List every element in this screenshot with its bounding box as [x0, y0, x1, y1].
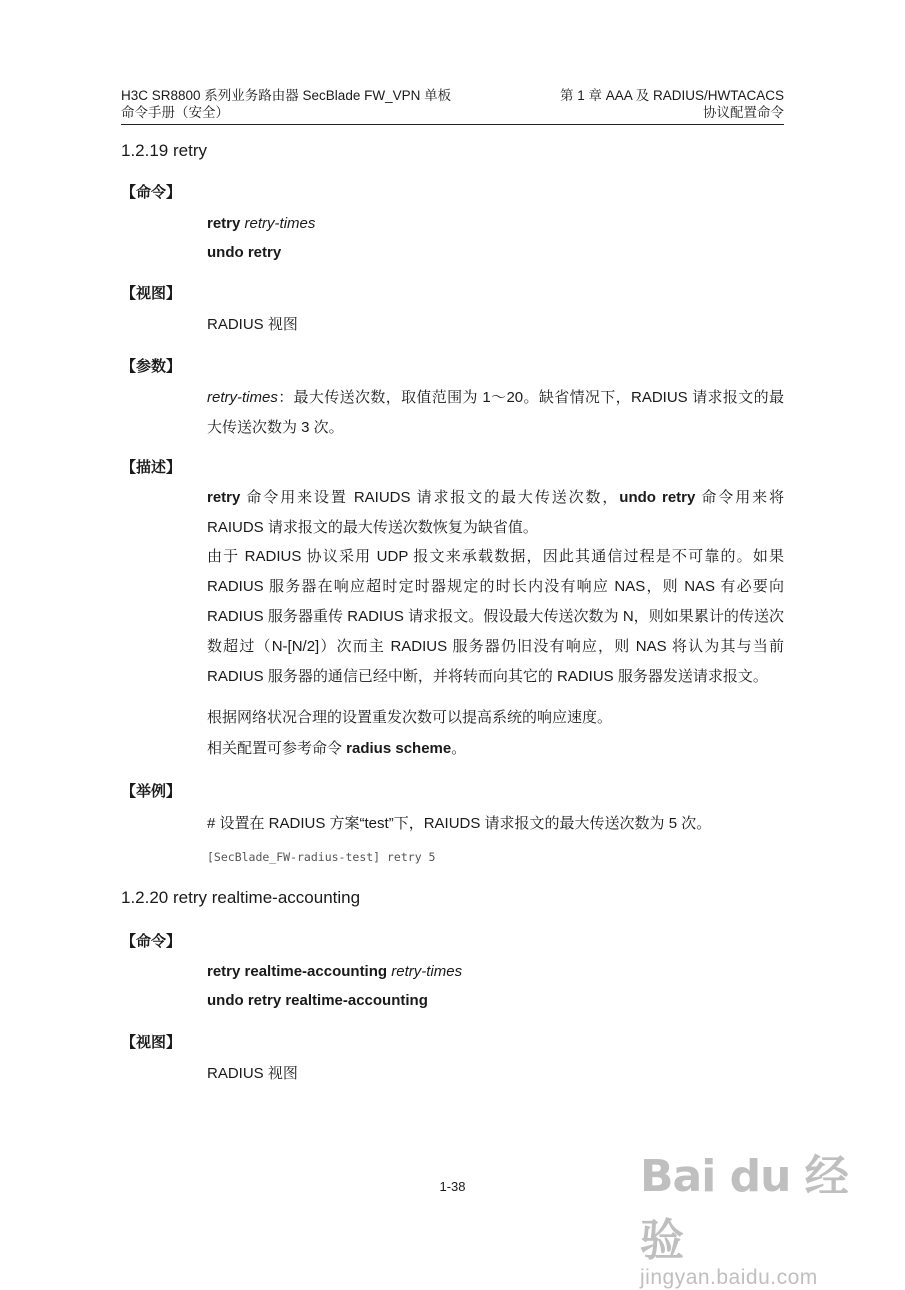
command-argument: retry-times — [244, 215, 316, 232]
view-text: RADIUS 视图 — [207, 1065, 298, 1082]
section-heading-retry: 1.2.19 retry — [121, 141, 207, 160]
command-syntax — [207, 957, 784, 987]
view-text: RADIUS 视图 — [207, 316, 298, 333]
parameter-text: ：最大传送次数，取值范围为 1～20。缺省情况下，RADIUS 请求报文的最大传送次数为 3 次。 — [207, 389, 784, 436]
desc-text: 命令用来设置 RAIUDS 请求报文的最大传送次数， — [240, 489, 620, 506]
tag-parameters: 【参数】 — [121, 358, 182, 375]
desc-keyword-undo-retry: undo retry — [619, 489, 696, 506]
tag-example: 【举例】 — [121, 783, 182, 800]
parameter-description — [207, 383, 784, 443]
tag-command: 【命令】 — [121, 184, 182, 201]
undo-command-keyword: undo retry realtime-accounting — [207, 992, 428, 1009]
tag-view: 【视图】 — [121, 1034, 182, 1051]
undo-command-syntax — [207, 986, 784, 1016]
watermark-logo: Bai du 经验 — [640, 1151, 848, 1266]
header-doc-title: H3C SR8800 系列业务路由器 SecBlade FW_VPN 单板 — [121, 88, 452, 103]
page-number: 1-38 — [439, 1179, 466, 1194]
command-keyword: retry — [207, 215, 241, 232]
command-syntax — [207, 209, 784, 239]
header-chapter: 第 1 章 AAA 及 RADIUS/HWTACACS — [559, 88, 784, 103]
description-para-2: 由于 RADIUS 协议采用 UDP 报文来承载数据，因此其通信过程是不可靠的。如果 RADIUS 服务器在响应超时定时器规定的时长内没有响应 NAS，则 NAS 有必要向 RADIUS 服务器重传 RADIUS 请求报文。假设最大传送次数为 N，则如果累计的传送次数超过（N-[N/2]）次而主 RADIUS 服务器仍旧没有响应，则 NAS 将认为其与当前 RADIUS 服务器的通信已经中断，并将转而向其它的 RADIUS 服务器发送请求报文。 — [207, 548, 784, 685]
header-section: 协议配置命令 — [703, 105, 784, 120]
example-code: [SecBlade_FW-radius-test] retry 5 — [207, 850, 436, 864]
desc-text: 命令用来将 RAIUDS 请求报文的最大传送次数恢复为缺省值。 — [207, 489, 784, 536]
page-header — [121, 87, 784, 121]
tag-view: 【视图】 — [121, 285, 182, 302]
description-para-4 — [207, 734, 784, 764]
tag-description: 【描述】 — [121, 459, 182, 476]
undo-command-syntax — [207, 238, 784, 268]
header-manual-name: 命令手册（安全） — [121, 105, 229, 120]
description-para-1 — [207, 483, 784, 543]
description-para-3: 根据网络状况合理的设置重发次数可以提高系统的响应速度。 — [207, 709, 613, 726]
desc-text: 相关配置可参考命令 — [207, 740, 347, 757]
undo-command-keyword: undo retry — [207, 244, 282, 261]
watermark-url: jingyan.baidu.com — [640, 1266, 818, 1289]
command-keyword: retry realtime-accounting — [207, 963, 388, 980]
example-description: # 设置在 RADIUS 方案“test”下，RAIUDS 请求报文的最大传送次数为 5 次。 — [207, 815, 712, 832]
baidu-watermark — [640, 1140, 880, 1289]
desc-text: 。 — [451, 740, 467, 757]
header-divider — [121, 124, 784, 125]
command-argument: retry-times — [391, 963, 463, 980]
related-command: radius scheme — [346, 740, 452, 757]
section-heading-retry-realtime-accounting: 1.2.20 retry realtime-accounting — [121, 888, 361, 907]
parameter-name: retry-times — [207, 389, 278, 406]
tag-command: 【命令】 — [121, 933, 182, 950]
desc-keyword-retry: retry — [207, 489, 241, 506]
